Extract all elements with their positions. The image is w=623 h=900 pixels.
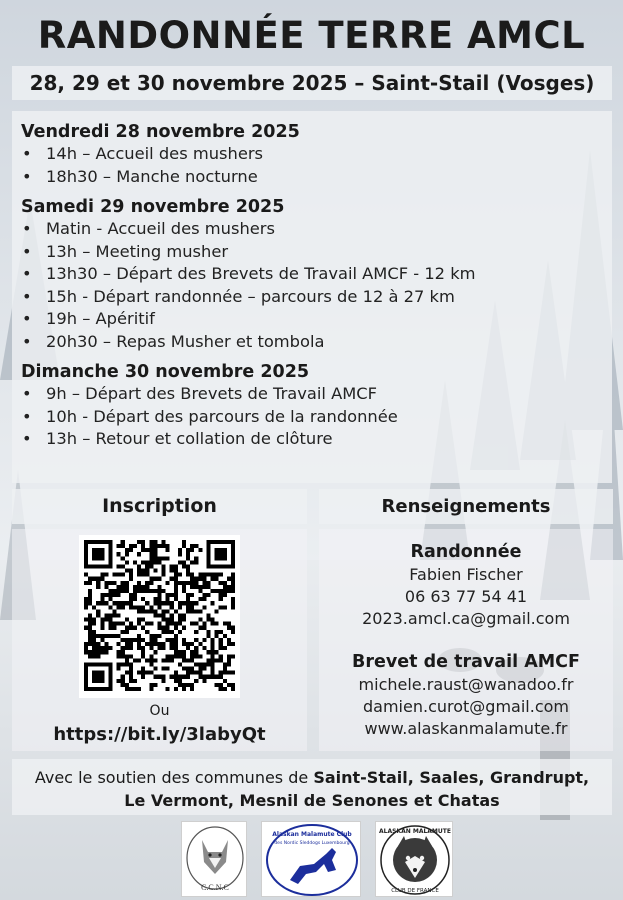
brevet-website-link[interactable]: www.alaskanmalamute.fr [364,719,568,738]
inscription-panel [12,529,307,751]
schedule-item: • 13h30 – Départ des Brevets de Travail AMCF - 12 km [21,263,612,286]
randonnee-contact-label: Randonnée [410,542,522,562]
brevet-contact-email-1[interactable]: michele.raust@wanadoo.fr [358,675,574,694]
brevet-contact-label: Brevet de travail AMCF [352,652,580,672]
registration-link[interactable]: https://bit.ly/3labyQt [53,724,266,745]
page-title: RANDONNÉE TERRE AMCL [37,14,586,57]
registration-qr-code[interactable] [79,535,240,698]
day-heading: Samedi 29 novembre 2025 [21,197,285,217]
schedule-item: • Matin - Accueil des mushers [21,218,612,241]
program-panel [12,111,612,483]
day-schedule-list [21,383,612,451]
day-heading: Vendredi 28 novembre 2025 [21,122,300,142]
ccnc-logo-text: C.C.N.C [201,883,229,892]
sponsor-communes-line-1: Saint-Stail, Saales, Grandrupt, [313,768,590,787]
day-schedule-list [21,218,612,353]
amclux-logo-top-text: Alaskan Malamute Club [272,831,352,838]
brevet-contact-email-2[interactable]: damien.curot@gmail.com [363,697,569,716]
sponsors-text [12,759,612,815]
malamute-face-icon [376,822,454,898]
sponsor-communes-line-2: Le Vermont, Mesnil de Senones et Chatas [124,791,500,810]
amclux-logo [261,821,361,897]
sponsors-intro: Avec le soutien des communes de [34,768,309,787]
partner-logos [0,821,623,897]
randonnee-contact-name: Fabien Fischer [409,565,523,584]
schedule-item: • 14h – Accueil des mushers [21,143,612,166]
malamute-head-icon [182,822,248,898]
amcf-logo [375,821,453,897]
renseignements-heading: Renseignements [319,489,613,524]
schedule-item: • 15h - Départ randonnée – parcours de 12 à 27 km [21,286,612,309]
schedule-item: • 13h – Meeting musher [21,241,612,264]
day-heading: Dimanche 30 novembre 2025 [21,362,310,382]
schedule-item: • 13h – Retour et collation de clôture [21,428,612,451]
renseignements-panel [319,529,613,751]
schedule-item: • 18h30 – Manche nocturne [21,166,612,189]
qr-code-graphic [84,540,235,691]
event-dates-location: 28, 29 et 30 novembre 2025 – Saint-Stail (Vosges) [12,66,612,100]
day-schedule-list [21,143,612,188]
randonnee-contact-phone[interactable]: 06 63 77 54 41 [404,587,528,606]
schedule-item: • 19h – Apéritif [21,308,612,331]
inscription-heading: Inscription [12,489,307,524]
amclux-logo-bottom-text: des Nordic Sleddogs Luxembourg [274,841,350,846]
randonnee-contact-email[interactable]: 2023.amcl.ca@gmail.com [362,609,570,628]
sled-dog-icon [262,822,362,898]
schedule-item: • 9h – Départ des Brevets de Travail AMCF [21,383,612,406]
amcf-logo-bottom-text: CLUB DE FRANCE [391,888,439,894]
or-text: Ou [149,703,170,719]
schedule-item: • 20h30 – Repas Musher et tombola [21,331,612,354]
ccnc-logo [181,821,247,897]
schedule-item: • 10h - Départ des parcours de la randonnée [21,406,612,429]
amcf-logo-top-text: ALASKAN MALAMUTE [379,828,451,835]
